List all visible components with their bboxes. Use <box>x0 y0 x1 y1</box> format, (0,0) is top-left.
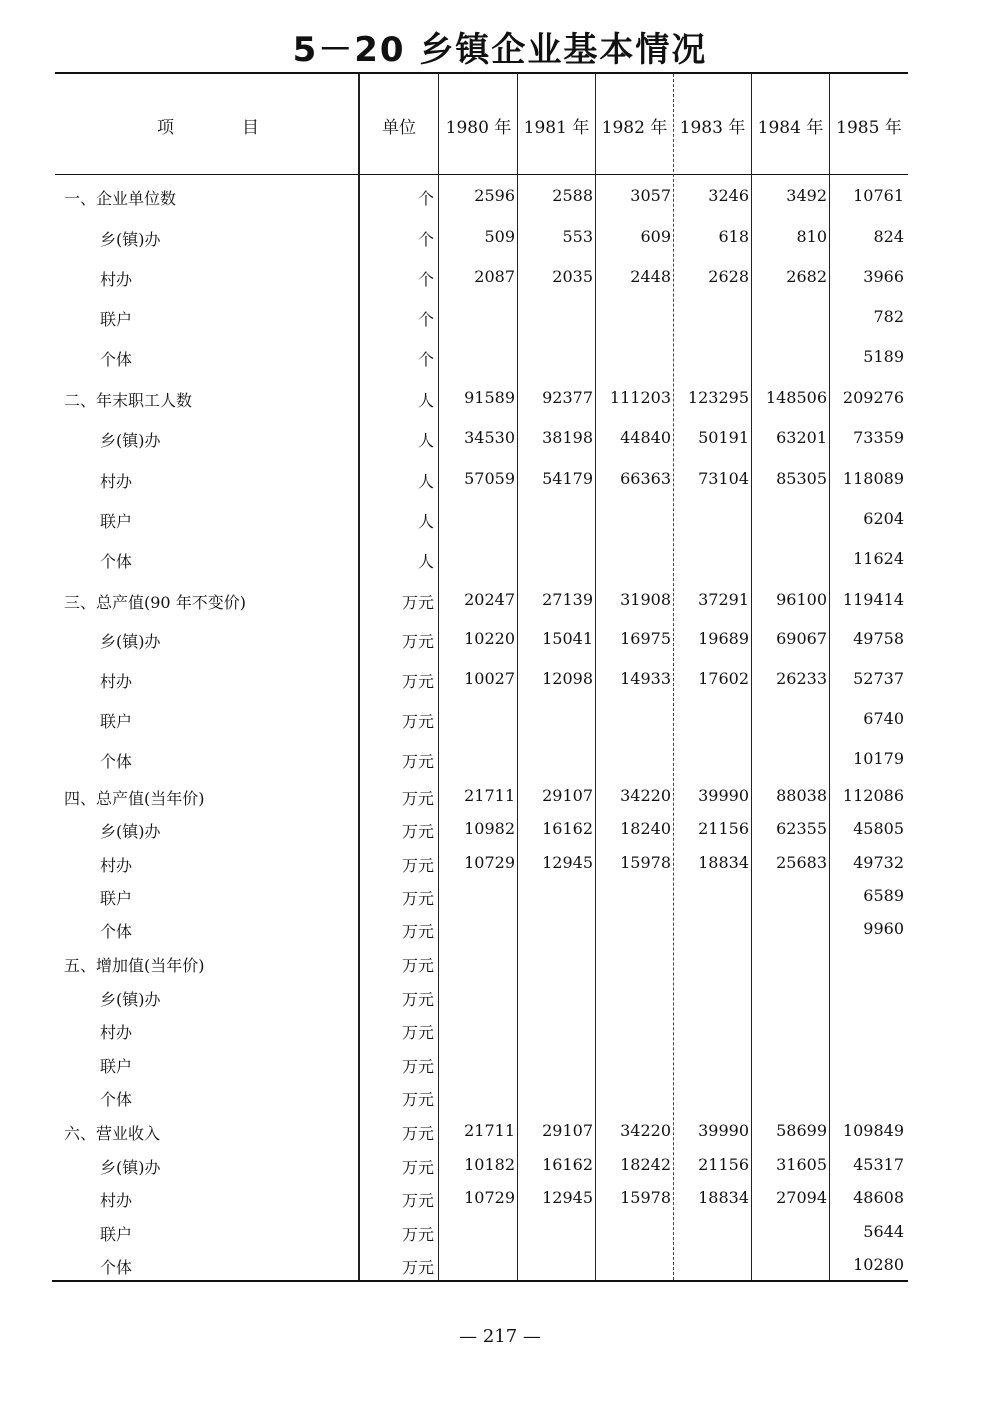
row-unit: 万元 <box>401 1057 434 1076</box>
row-unit: 万元 <box>401 752 434 771</box>
cell-1982: 2448 <box>630 267 671 286</box>
row-item: 个体 <box>100 350 133 369</box>
cell-1983: 21156 <box>698 819 749 838</box>
cell-1985: 5644 <box>863 1222 904 1241</box>
row-item: 联户 <box>100 1225 133 1244</box>
row-item: 乡(镇)办 <box>100 431 161 450</box>
cell-1980: 91589 <box>464 388 515 407</box>
row-unit: 个 <box>417 350 434 369</box>
row-item: 乡(镇)办 <box>100 822 161 841</box>
cell-1981: 16162 <box>542 819 593 838</box>
page-title: 5－20 乡镇企业基本情况 <box>292 30 708 70</box>
row-item: 二、年末职工人数 <box>64 391 193 410</box>
cell-1980: 21711 <box>464 1121 515 1140</box>
cell-1982: 3057 <box>630 186 671 205</box>
cell-1985: 10761 <box>853 186 904 205</box>
row-item: 联户 <box>100 310 133 329</box>
row-unit: 万元 <box>401 1124 434 1143</box>
header-item: 项 目 <box>157 117 259 138</box>
row-item: 个体 <box>100 552 133 571</box>
cell-1985: 3966 <box>863 267 904 286</box>
cell-1984: 63201 <box>776 428 827 447</box>
cell-1980: 10729 <box>464 853 515 872</box>
cell-1980: 10027 <box>464 669 515 688</box>
row-unit: 万元 <box>401 990 434 1009</box>
cell-1980: 10982 <box>464 819 515 838</box>
row-unit: 万元 <box>401 956 434 975</box>
cell-1982: 15978 <box>620 1188 671 1207</box>
cell-1983: 39990 <box>698 1121 749 1140</box>
row-item: 乡(镇)办 <box>100 632 161 651</box>
cell-1985: 11624 <box>853 549 904 568</box>
cell-1981: 2035 <box>552 267 593 286</box>
cell-1981: 16162 <box>542 1155 593 1174</box>
cell-1982: 31908 <box>620 590 671 609</box>
cell-1984: 85305 <box>776 469 827 488</box>
cell-1981: 2588 <box>552 186 593 205</box>
row-unit: 万元 <box>401 822 434 841</box>
row-unit: 人 <box>417 512 434 531</box>
row-item: 四、总产值(当年价) <box>64 789 205 808</box>
cell-1984: 2682 <box>786 267 827 286</box>
cell-1985: 118089 <box>842 469 904 488</box>
row-item: 联户 <box>100 1057 133 1076</box>
cell-1985: 45805 <box>853 819 904 838</box>
row-unit: 万元 <box>401 1258 434 1277</box>
cell-1982: 44840 <box>620 428 671 447</box>
header-year-1982: 1982 年 <box>601 117 668 138</box>
row-unit: 人 <box>417 431 434 450</box>
cell-1982: 18240 <box>620 819 671 838</box>
row-item: 一、企业单位数 <box>64 189 177 208</box>
cell-1985: 48608 <box>853 1188 904 1207</box>
cell-1983: 123295 <box>687 388 749 407</box>
cell-1982: 111203 <box>609 388 671 407</box>
top-rule <box>55 72 908 74</box>
cell-1982: 34220 <box>620 1121 671 1140</box>
cell-1985: 782 <box>873 307 904 326</box>
row-unit: 个 <box>417 310 434 329</box>
cell-1981: 29107 <box>542 1121 593 1140</box>
cell-1983: 3246 <box>708 186 749 205</box>
cell-1980: 34530 <box>464 428 515 447</box>
header-unit: 单位 <box>382 117 416 138</box>
cell-1984: 58699 <box>776 1121 827 1140</box>
cell-1985: 45317 <box>853 1155 904 1174</box>
row-unit: 万元 <box>401 593 434 612</box>
cell-1984: 26233 <box>776 669 827 688</box>
cell-1983: 18834 <box>698 853 749 872</box>
bottom-rule <box>52 1280 908 1282</box>
row-unit: 个 <box>417 270 434 289</box>
cell-1984: 27094 <box>776 1188 827 1207</box>
cell-1985: 6740 <box>863 709 904 728</box>
row-item: 五、增加值(当年价) <box>64 956 205 975</box>
cell-1983: 21156 <box>698 1155 749 1174</box>
cell-1982: 16975 <box>620 629 671 648</box>
row-item: 联户 <box>100 889 133 908</box>
cell-1983: 19689 <box>698 629 749 648</box>
row-unit: 人 <box>417 472 434 491</box>
row-item: 个体 <box>100 752 133 771</box>
row-item: 个体 <box>100 922 133 941</box>
row-item: 联户 <box>100 512 133 531</box>
cell-1984: 810 <box>796 227 827 246</box>
cell-1980: 509 <box>484 227 515 246</box>
cell-1985: 10179 <box>853 749 904 768</box>
cell-1985: 109849 <box>842 1121 904 1140</box>
cell-1984: 25683 <box>776 853 827 872</box>
cell-1980: 2596 <box>474 186 515 205</box>
cell-1982: 34220 <box>620 786 671 805</box>
cell-1984: 3492 <box>786 186 827 205</box>
cell-1981: 38198 <box>542 428 593 447</box>
cell-1985: 49732 <box>853 853 904 872</box>
cell-1983: 73104 <box>698 469 749 488</box>
row-unit: 万元 <box>401 1090 434 1109</box>
cell-1984: 31605 <box>776 1155 827 1174</box>
cell-1982: 18242 <box>620 1155 671 1174</box>
row-unit: 个 <box>417 189 434 208</box>
header-year-1983: 1983 年 <box>679 117 746 138</box>
row-unit: 个 <box>417 230 434 249</box>
cell-1983: 50191 <box>698 428 749 447</box>
row-unit: 人 <box>417 552 434 571</box>
cell-1985: 49758 <box>853 629 904 648</box>
row-item: 村办 <box>100 1191 133 1210</box>
row-item: 六、营业收入 <box>64 1124 161 1143</box>
row-unit: 万元 <box>401 1225 434 1244</box>
cell-1983: 37291 <box>698 590 749 609</box>
page-number: — 217 — <box>459 1326 541 1347</box>
cell-1980: 21711 <box>464 786 515 805</box>
cell-1984: 148506 <box>765 388 827 407</box>
row-unit: 万元 <box>401 1023 434 1042</box>
cell-1984: 62355 <box>776 819 827 838</box>
row-unit: 万元 <box>401 889 434 908</box>
row-item: 村办 <box>100 856 133 875</box>
cell-1983: 39990 <box>698 786 749 805</box>
row-unit: 万元 <box>401 856 434 875</box>
cell-1981: 29107 <box>542 786 593 805</box>
cell-1981: 553 <box>562 227 593 246</box>
cell-1981: 12098 <box>542 669 593 688</box>
cell-1982: 66363 <box>620 469 671 488</box>
row-item: 个体 <box>100 1258 133 1277</box>
row-unit: 万元 <box>401 1191 434 1210</box>
row-item: 联户 <box>100 712 133 731</box>
row-item: 村办 <box>100 472 133 491</box>
header-year-1984: 1984 年 <box>757 117 824 138</box>
cell-1980: 10182 <box>464 1155 515 1174</box>
header-year-1981: 1981 年 <box>523 117 590 138</box>
row-item: 乡(镇)办 <box>100 230 161 249</box>
header-year-1980: 1980 年 <box>445 117 512 138</box>
cell-1981: 92377 <box>542 388 593 407</box>
cell-1983: 2628 <box>708 267 749 286</box>
cell-1985: 6204 <box>863 509 904 528</box>
cell-1985: 9960 <box>863 919 904 938</box>
cell-1982: 609 <box>640 227 671 246</box>
row-item: 村办 <box>100 672 133 691</box>
cell-1983: 618 <box>718 227 749 246</box>
row-item: 村办 <box>100 1023 133 1042</box>
cell-1984: 69067 <box>776 629 827 648</box>
row-item: 三、总产值(90 年不变价) <box>64 593 246 612</box>
cell-1980: 10220 <box>464 629 515 648</box>
header-year-1985: 1985 年 <box>836 117 902 138</box>
cell-1985: 73359 <box>853 428 904 447</box>
cell-1983: 18834 <box>698 1188 749 1207</box>
row-unit: 万元 <box>401 1158 434 1177</box>
row-item: 乡(镇)办 <box>100 990 161 1009</box>
cell-1983: 17602 <box>698 669 749 688</box>
cell-1985: 5189 <box>863 347 904 366</box>
row-item: 乡(镇)办 <box>100 1158 161 1177</box>
cell-1985: 6589 <box>863 886 904 905</box>
row-unit: 万元 <box>401 922 434 941</box>
row-unit: 万元 <box>401 632 434 651</box>
row-item: 个体 <box>100 1090 133 1109</box>
cell-1980: 2087 <box>474 267 515 286</box>
cell-1981: 15041 <box>542 629 593 648</box>
cell-1980: 57059 <box>464 469 515 488</box>
cell-1980: 20247 <box>464 590 515 609</box>
cell-1982: 14933 <box>620 669 671 688</box>
cell-1985: 824 <box>873 227 904 246</box>
row-unit: 万元 <box>401 712 434 731</box>
cell-1985: 209276 <box>842 388 904 407</box>
cell-1985: 112086 <box>842 786 904 805</box>
row-item: 村办 <box>100 270 133 289</box>
row-unit: 人 <box>417 391 434 410</box>
cell-1982: 15978 <box>620 853 671 872</box>
cell-1985: 119414 <box>842 590 904 609</box>
row-unit: 万元 <box>401 672 434 691</box>
cell-1981: 12945 <box>542 853 593 872</box>
row-unit: 万元 <box>401 789 434 808</box>
cell-1981: 12945 <box>542 1188 593 1207</box>
cell-1984: 88038 <box>776 786 827 805</box>
col-line-unit <box>438 74 439 1280</box>
cell-1980: 10729 <box>464 1188 515 1207</box>
cell-1984: 96100 <box>776 590 827 609</box>
cell-1981: 27139 <box>542 590 593 609</box>
cell-1981: 54179 <box>542 469 593 488</box>
cell-1985: 10280 <box>853 1255 904 1274</box>
cell-1985: 52737 <box>853 669 904 688</box>
